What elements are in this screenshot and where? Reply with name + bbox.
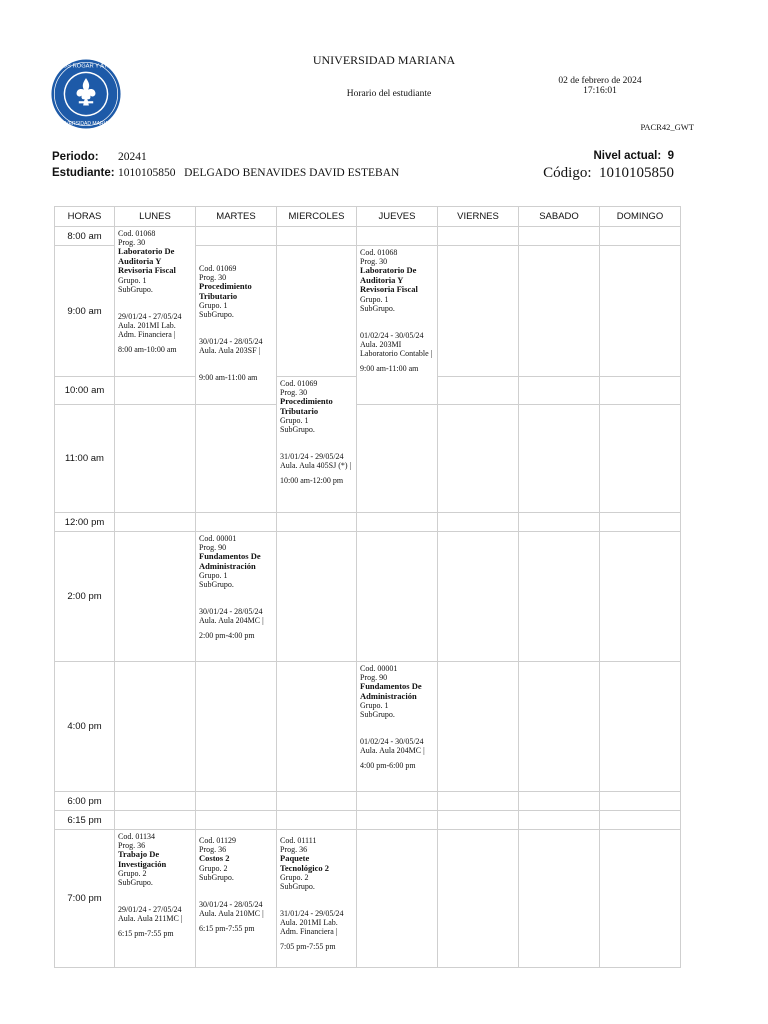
empty-cell [438,513,519,532]
class-cod: Cod. 01134 [118,832,156,841]
time-label: 12:00 pm [55,513,115,532]
time-label: 9:00 am [55,246,115,377]
class-name: Trabajo De Investigación [118,849,167,869]
empty-cell [357,405,438,513]
empty-cell [277,246,357,377]
class-block [115,227,195,356]
class-aula: Aula. Aula 204MC | [199,616,264,625]
class-prog: Prog. 90 [360,673,388,682]
class-cell [115,830,196,968]
class-block [115,830,195,940]
empty-cell [115,532,196,662]
class-cell [357,662,438,792]
empty-cell [519,513,600,532]
empty-cell [357,513,438,532]
class-cod: Cod. 00001 [360,664,398,673]
class-cod: Cod. 00001 [199,534,237,543]
empty-cell [519,792,600,811]
empty-cell [115,662,196,792]
row-2pm [55,532,681,662]
class-prog: Prog. 30 [360,257,388,266]
estudiante-label: Estudiante: [52,167,115,179]
class-dates: 31/01/24 - 29/05/24 [280,452,344,461]
class-cell [277,377,357,513]
class-aula: Aula. Aula 405SJ (*) | [280,461,352,470]
class-prog: Prog. 30 [280,388,308,397]
time-label: 6:15 pm [55,811,115,830]
empty-cell [357,830,438,968]
class-block [196,246,276,384]
class-grupo: Grupo. 1 [280,416,309,425]
periodo-label: Periodo: [52,151,99,163]
class-block [196,532,276,642]
class-subgrupo: SubGrupo. [118,284,153,294]
row-4pm [55,662,681,792]
empty-cell [438,532,519,662]
class-name: Paquete Tecnológico 2 [280,853,330,873]
report-date: 02 de febrero de 2024 [558,76,642,86]
empty-cell [277,792,357,811]
nivel-label: Nivel actual: [593,150,662,162]
class-hours: 6:15 pm-7:55 pm [118,929,174,938]
class-cell [196,246,277,405]
empty-cell [438,246,519,377]
class-cod: Cod. 01129 [199,836,237,845]
class-prog: Prog. 36 [118,841,146,850]
class-grupo: Grupo. 1 [199,301,228,310]
report-datetime [540,76,660,96]
class-cod: Cod. 01068 [360,248,398,257]
codigo-value: 1010105850 [599,165,674,181]
university-name: UNIVERSIDAD MARIANA [312,53,456,67]
class-dates: 29/01/24 - 27/05/24 [118,311,182,321]
class-name: Laboratorio De Auditoria Y Revisoria Fiscal [360,265,418,294]
row-6pm [55,792,681,811]
empty-cell [438,830,519,968]
empty-cell [519,532,600,662]
row-8am [55,227,681,246]
class-block [196,830,276,935]
class-name: Procedimiento Tributario [199,281,252,301]
class-prog: Prog. 30 [118,238,146,247]
time-label: 11:00 am [55,405,115,513]
class-hours: 7:05 pm-7:55 pm [280,942,336,951]
class-hours: 8:00 am-10:00 am [118,344,177,354]
col-lunes: LUNES [115,207,196,227]
report-code: PACR42_GWT [640,122,694,132]
codigo [543,165,674,182]
class-name: Laboratorio De Auditoria Y Revisoria Fiscal [118,246,176,275]
class-aula: Aula. 201MI Lab. Adm. Financiera | [280,918,338,936]
empty-cell [357,532,438,662]
class-subgrupo: SubGrupo. [199,580,234,589]
empty-cell [196,662,277,792]
empty-cell [600,811,681,830]
class-prog: Prog. 30 [199,273,227,282]
class-subgrupo: SubGrupo. [280,882,315,891]
row-12pm [55,513,681,532]
empty-cell [357,227,438,246]
empty-cell [600,662,681,792]
empty-cell [519,811,600,830]
schedule-table [54,206,681,968]
class-block [277,830,356,953]
class-dates: 31/01/24 - 29/05/24 [280,909,344,918]
report-time: 17:16:01 [583,86,617,96]
class-hours: 9:00 am-11:00 am [360,363,419,373]
empty-cell [600,377,681,405]
class-dates: 30/01/24 - 28/05/24 [199,607,263,616]
class-subgrupo: SubGrupo. [199,310,234,319]
class-block [357,246,437,375]
class-name: Fundamentos De Administración [360,681,422,701]
class-block [277,377,356,487]
empty-cell [519,377,600,405]
header-row [55,207,681,227]
class-subgrupo: SubGrupo. [360,710,395,719]
codigo-label: Código: [543,165,592,181]
col-martes: MARTES [196,207,277,227]
class-grupo: Grupo. 1 [118,275,147,285]
class-subgrupo: SubGrupo. [280,425,315,434]
class-aula: Aula. 203MI Laboratorio Contable | [360,339,433,358]
class-grupo: Grupo. 2 [280,873,309,882]
class-subgrupo: SubGrupo. [199,872,234,882]
col-jueves: JUEVES [357,207,438,227]
row-7pm [55,830,681,968]
class-cod: Cod. 01068 [118,229,156,238]
time-label: 6:00 pm [55,792,115,811]
class-hours: 10:00 am-12:00 pm [280,476,344,485]
time-label: 2:00 pm [55,532,115,662]
empty-cell [196,405,277,513]
class-hours: 4:00 pm-6:00 pm [360,761,416,770]
empty-cell [600,405,681,513]
class-cod: Cod. 01069 [199,264,237,273]
empty-cell [600,513,681,532]
empty-cell [277,513,357,532]
class-subgrupo: SubGrupo. [118,878,153,887]
time-label: 7:00 pm [55,830,115,968]
class-aula: Aula. 201MI Lab. Adm. Financiera | [118,320,176,339]
col-horas: HORAS [55,207,115,227]
empty-cell [519,830,600,968]
empty-cell [196,811,277,830]
time-label: 10:00 am [55,377,115,405]
empty-cell [277,532,357,662]
class-aula: Aula. Aula 211MC | [118,914,183,923]
row-11am [55,405,681,513]
class-dates: 30/01/24 - 28/05/24 [199,337,263,346]
class-aula: Aula. Aula 203SF | [199,346,261,355]
class-cod: Cod. 01069 [280,379,318,388]
col-sabado: SABADO [519,207,600,227]
empty-cell [600,792,681,811]
estudiante-value: 1010105850 DELGADO BENAVIDES DAVID ESTEBAN [118,167,400,179]
class-cod: Cod. 01111 [280,836,317,845]
empty-cell [115,513,196,532]
empty-cell [115,377,196,405]
svg-text:UNIVERSIDAD MARIANA: UNIVERSIDAD MARIANA [56,120,116,127]
empty-cell [519,227,600,246]
class-grupo: Grupo. 2 [199,863,228,873]
time-label: 8:00 am [55,227,115,246]
class-cell [196,532,277,662]
empty-cell [438,662,519,792]
class-aula: Aula. Aula 204MC | [360,746,425,755]
empty-cell [115,405,196,513]
class-hours: 9:00 am-11:00 am [199,373,258,382]
svg-text:DIOS ROGAR Y ATER: DIOS ROGAR Y ATER [56,63,116,70]
class-aula: Aula. Aula 210MC | [199,908,264,918]
empty-cell [196,792,277,811]
class-subgrupo: SubGrupo. [360,303,395,313]
empty-cell [519,246,600,377]
empty-cell [438,377,519,405]
empty-cell [600,830,681,968]
empty-cell [519,662,600,792]
row-615pm [55,811,681,830]
empty-cell [519,405,600,513]
col-viernes: VIERNES [438,207,519,227]
class-dates: 29/01/24 - 27/05/24 [118,905,182,914]
class-grupo: Grupo. 2 [118,869,147,878]
empty-cell [277,662,357,792]
class-cell [115,227,196,377]
empty-cell [357,792,438,811]
class-dates: 01/02/24 - 30/05/24 [360,737,424,746]
periodo-value: 20241 [118,151,147,163]
report-subtitle: Horario del estudiante [346,89,432,99]
class-cell [196,830,277,968]
empty-cell [438,405,519,513]
empty-cell [438,811,519,830]
empty-cell [277,811,357,830]
nivel-actual [593,150,674,162]
empty-cell [600,532,681,662]
empty-cell [600,227,681,246]
class-grupo: Grupo. 1 [360,701,389,710]
nivel-value: 9 [667,150,674,162]
class-grupo: Grupo. 1 [199,571,228,580]
class-name: Procedimiento Tributario [280,396,333,416]
class-prog: Prog. 90 [199,543,227,552]
empty-cell [115,792,196,811]
time-label: 4:00 pm [55,662,115,792]
empty-cell [115,811,196,830]
class-name: Fundamentos De Administración [199,551,261,571]
empty-cell [357,811,438,830]
empty-cell [438,792,519,811]
class-block [357,662,437,772]
empty-cell [438,227,519,246]
empty-cell [277,227,357,246]
col-domingo: DOMINGO [600,207,681,227]
class-grupo: Grupo. 1 [360,294,389,304]
class-prog: Prog. 36 [199,845,227,854]
class-hours: 6:15 pm-7:55 pm [199,923,255,933]
class-dates: 30/01/24 - 28/05/24 [199,899,263,909]
class-name: Costos 2 [199,853,230,863]
col-miercoles: MIERCOLES [277,207,357,227]
class-cell [277,830,357,968]
empty-cell [196,513,277,532]
empty-cell [196,227,277,246]
class-dates: 01/02/24 - 30/05/24 [360,330,424,340]
class-cell [357,246,438,405]
empty-cell [600,246,681,377]
class-prog: Prog. 36 [280,845,308,854]
class-hours: 2:00 pm-4:00 pm [199,631,255,640]
